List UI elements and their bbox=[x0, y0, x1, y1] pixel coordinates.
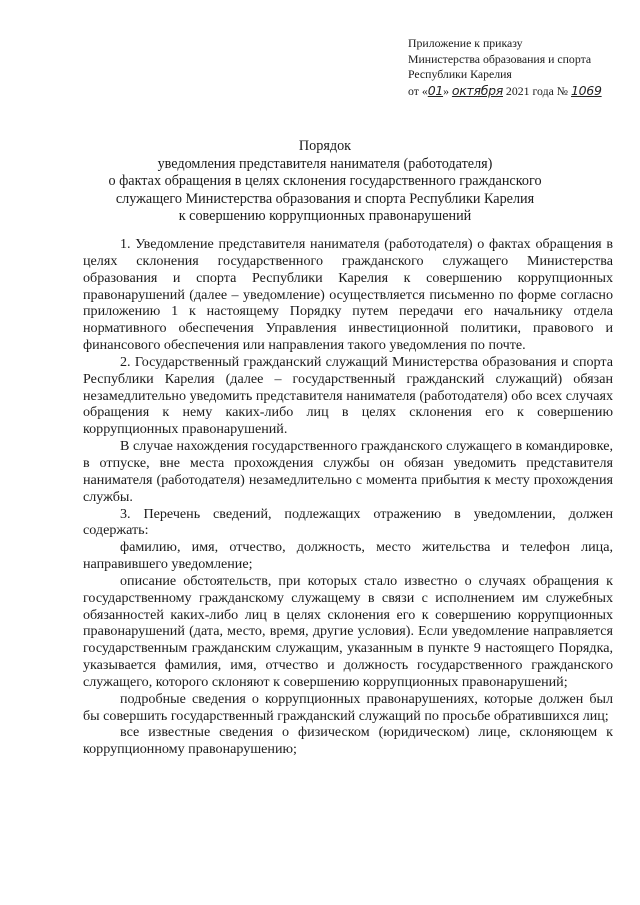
title-line-4: служащего Министерства образования и спорта Республики Карелия bbox=[115, 190, 535, 207]
title-line-1: Порядок bbox=[298, 138, 352, 154]
title-line-5: к совершению коррупционных правонарушений bbox=[178, 208, 472, 224]
order-number: 1069 bbox=[570, 82, 602, 98]
paragraph-6: описание обстоятельств, при которых стало известно о случаях обращения к государственному гражданскому служащему в связи с исполнением им служебных обязанностей каких-либо лиц в целях склонения его к совершению коррупционных правонарушений (дата, место, время, другие условия). Если уведомление направляется государственным гражданским служащим, указанным в пункте 9 настоящего Порядка, указывается фамилия, имя, отчество и должность государственного гражданского служащего, которого склоняют к совершению коррупционных правонарушений; bbox=[83, 572, 613, 690]
title-line-2: уведомления представителя нанимателя (работодателя) bbox=[157, 155, 493, 172]
date-suffix: 2021 года № bbox=[502, 83, 571, 98]
date-day: 01 bbox=[427, 82, 444, 98]
order-attachment-header bbox=[408, 36, 633, 99]
date-prefix: от « bbox=[408, 83, 428, 98]
paragraph-1: 1. Уведомление представителя нанимателя (работодателя) о фактах обращения в целях склонения государственного гражданского служащего Министерства образования и спорта Республики Карелия к совершению коррупционных правонарушений (далее – уведомление) осуществляется письменно по форме согласно приложению 1 к настоящему Порядку путем передачи его начальнику отдела нормативного обеспечения Управления инвестиционной политики, правового и финансового обеспечения или направления такого уведомления по почте. bbox=[83, 236, 613, 354]
paragraph-8: все известные сведения о физическом (юридическом) лице, склоняющем к коррупционному правонарушению; bbox=[83, 724, 613, 758]
paragraph-2: 2. Государственный гражданский служащий Министерства образования и спорта Республики Карелия (далее – государственный гражданский служащий) обязан незамедлительно уведомить представителя нанимателя (работодателя) обо всех случаях обращения к нему каких-либо лиц в целях склонения его к совершению коррупционных правонарушений. bbox=[83, 353, 613, 438]
header-line-1: Приложение к приказу bbox=[408, 36, 523, 50]
paragraph-5: фамилию, имя, отчество, должность, место жительства и телефон лица, направившего уведомление; bbox=[83, 539, 613, 573]
header-date-line bbox=[408, 83, 633, 100]
document-body bbox=[83, 236, 613, 758]
header-line-3: Республики Карелия bbox=[408, 67, 512, 81]
document-title bbox=[60, 138, 590, 226]
paragraph-4: 3. Перечень сведений, подлежащих отражению в уведомлении, должен содержать: bbox=[83, 505, 613, 539]
header-line-2: Министерства образования и спорта bbox=[408, 51, 592, 66]
date-mid: » bbox=[443, 83, 452, 98]
paragraph-7: подробные сведения о коррупционных правонарушениях, которые должен был бы совершить государственный гражданский служащий по просьбе обратившихся лиц; bbox=[83, 690, 613, 724]
title-line-3: о фактах обращения в целях склонения государственного гражданского bbox=[108, 173, 542, 189]
date-month: октября bbox=[451, 82, 503, 98]
paragraph-3: В случае нахождения государственного гражданского служащего в командировке, в отпуске, вне места прохождения службы он обязан уведомить представителя нанимателя (работодателя) незамедлительно с момента прибытия к месту прохождения службы. bbox=[83, 438, 613, 505]
